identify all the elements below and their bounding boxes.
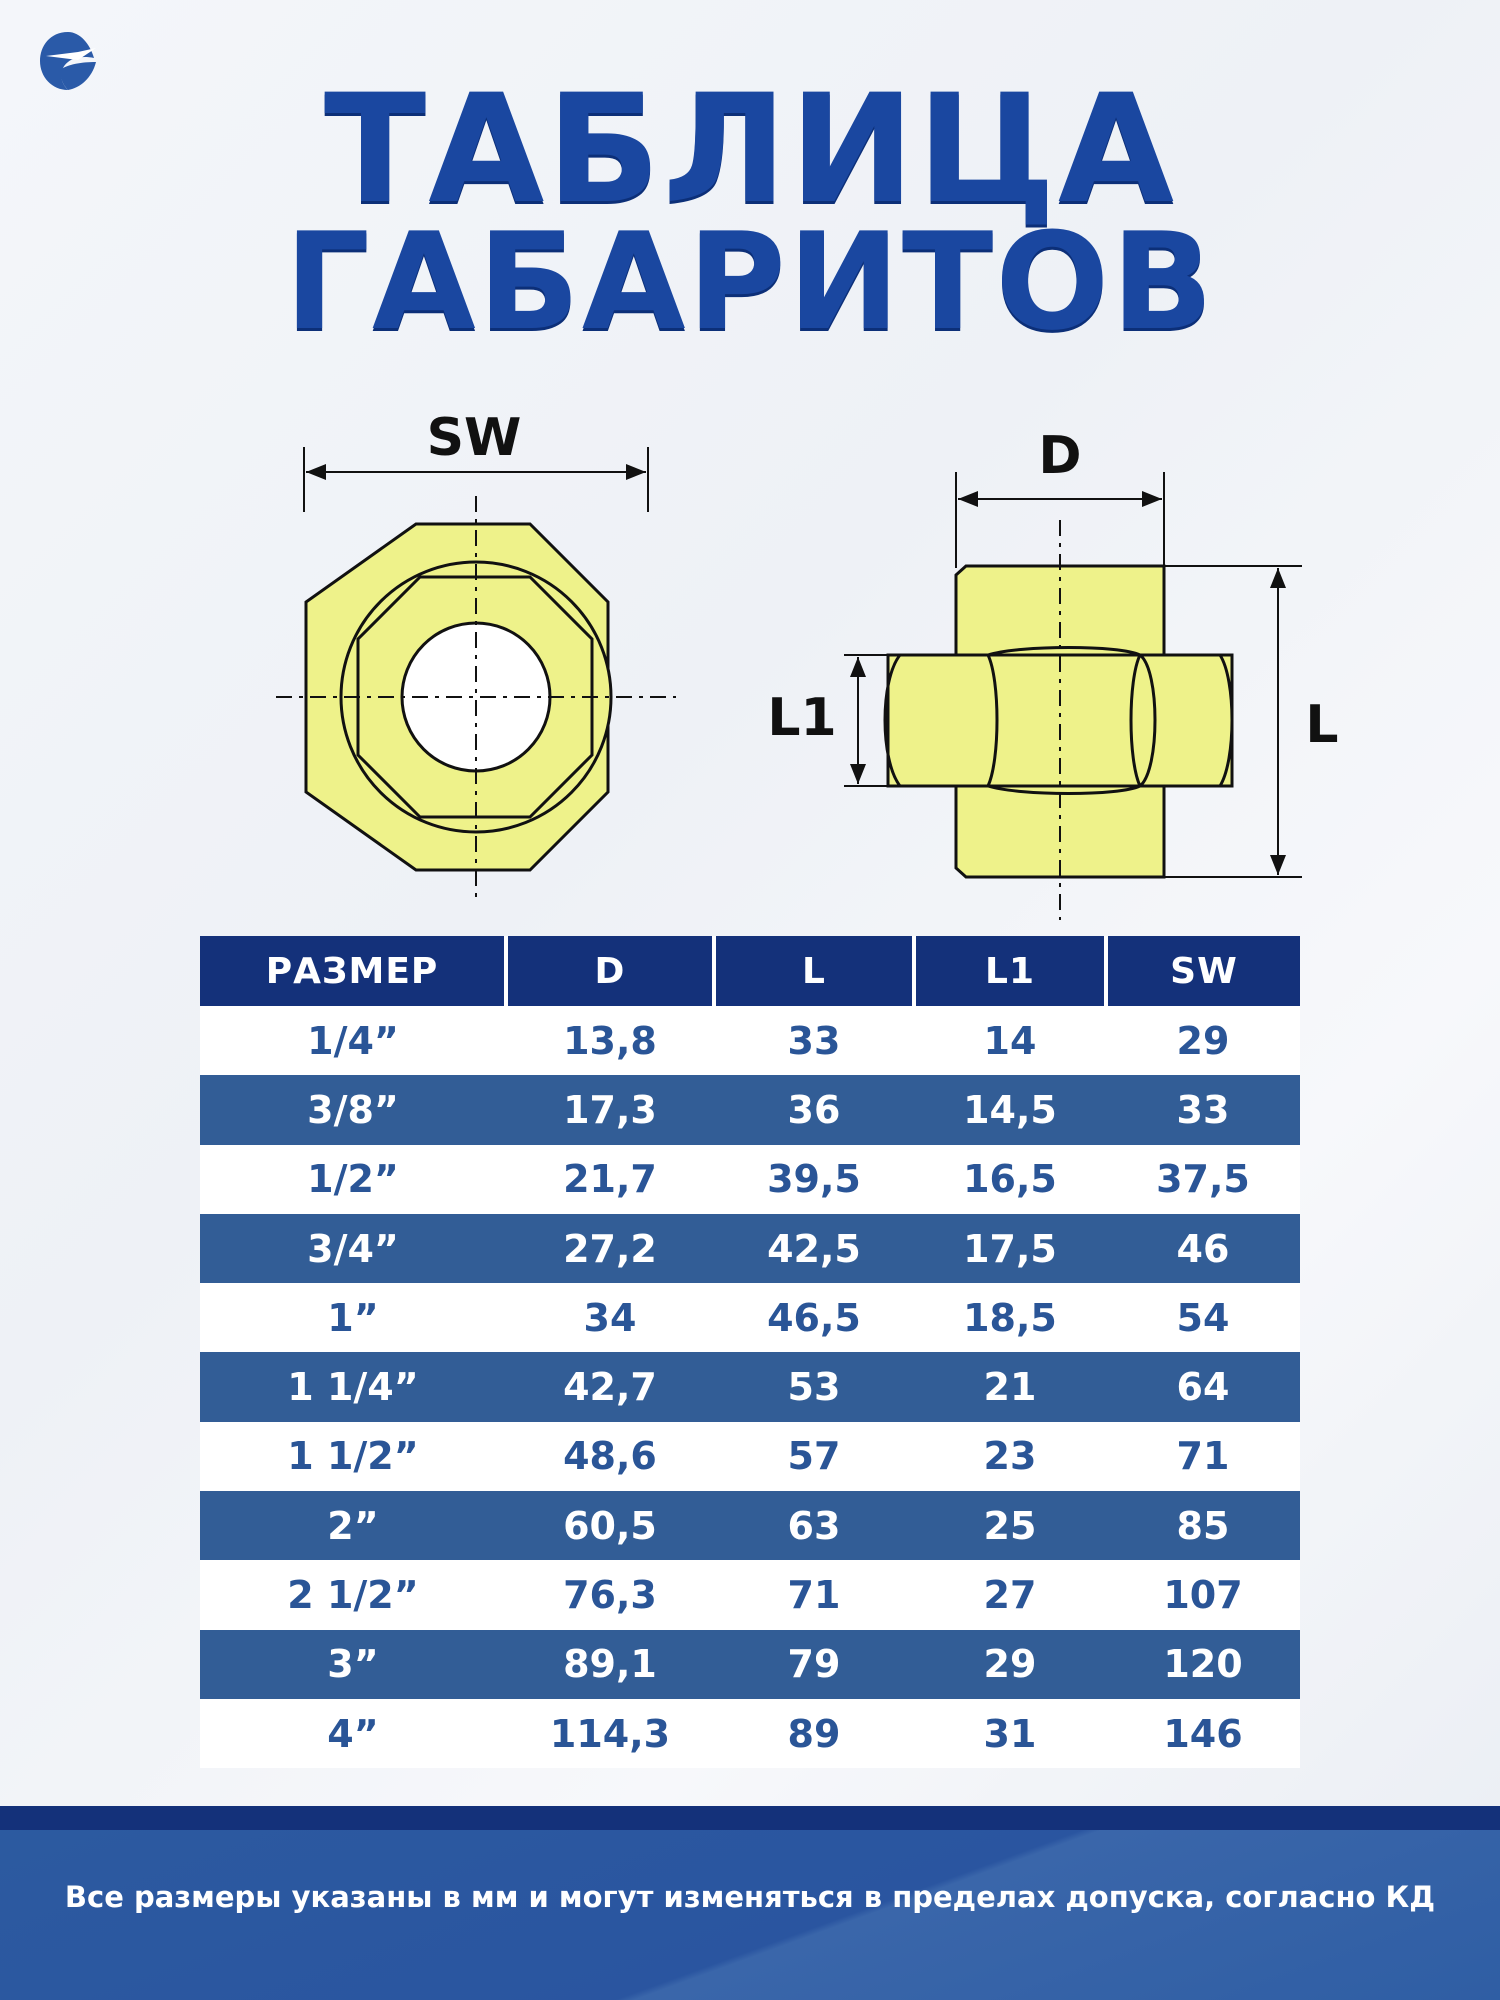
octagon-front-view [276,408,676,900]
table-cell: 33 [714,1006,914,1075]
sw-label: SW [426,408,522,468]
table-cell: 57 [714,1422,914,1491]
table-row [200,1214,1300,1283]
table-row [200,1422,1300,1491]
d-label: D [1038,426,1082,486]
table-cell: 120 [1106,1630,1300,1699]
table-cell: 2” [200,1491,506,1560]
table-cell: 13,8 [506,1006,714,1075]
table-cell: 76,3 [506,1560,714,1629]
table-row [200,1560,1300,1629]
table-cell: 1/2” [200,1145,506,1214]
table-cell: 71 [1106,1422,1300,1491]
table-cell: 60,5 [506,1491,714,1560]
table-cell: 3” [200,1630,506,1699]
table-cell: 27,2 [506,1214,714,1283]
l1-label: L1 [767,688,837,748]
table-cell: 18,5 [914,1283,1106,1352]
table-cell: 146 [1106,1699,1300,1768]
table-cell: 64 [1106,1352,1300,1421]
header-size: РАЗМЕР [200,936,506,1006]
table-cell: 48,6 [506,1422,714,1491]
table-row [200,1352,1300,1421]
table-cell: 29 [1106,1006,1300,1075]
table-cell: 14 [914,1006,1106,1075]
table-cell: 53 [714,1352,914,1421]
table-cell: 1 1/2” [200,1422,506,1491]
table-row [200,1075,1300,1144]
l-label: L [1305,695,1339,755]
header-l1: L1 [914,936,1106,1006]
table-cell: 33 [1106,1075,1300,1144]
page-title-line1: ТАБЛИЦА [323,63,1177,237]
table-cell: 1” [200,1283,506,1352]
table-cell: 85 [1106,1491,1300,1560]
table-cell: 107 [1106,1560,1300,1629]
table-cell: 71 [714,1560,914,1629]
header-l: L [714,936,914,1006]
table-cell: 31 [914,1699,1106,1768]
header-d: D [506,936,714,1006]
footer-band [0,1830,1500,2000]
union-side-view [767,426,1338,920]
table-cell: 1/4” [200,1006,506,1075]
table-cell: 25 [914,1491,1106,1560]
table-cell: 4” [200,1699,506,1768]
table-cell: 3/4” [200,1214,506,1283]
table-row [200,1491,1300,1560]
table-cell: 114,3 [506,1699,714,1768]
table-cell: 29 [914,1630,1106,1699]
table-cell: 34 [506,1283,714,1352]
table-row [200,1630,1300,1699]
table-cell: 21,7 [506,1145,714,1214]
header-sw: SW [1106,936,1300,1006]
table-cell: 2 1/2” [200,1560,506,1629]
footer-divider [0,1806,1500,1830]
table-cell: 54 [1106,1283,1300,1352]
table-cell: 79 [714,1630,914,1699]
table-cell: 21 [914,1352,1106,1421]
table-cell: 14,5 [914,1075,1106,1144]
table-row [200,1006,1300,1075]
table-cell: 3/8” [200,1075,506,1144]
table-cell: 16,5 [914,1145,1106,1214]
table-row [200,1283,1300,1352]
table-cell: 17,3 [506,1075,714,1144]
table-cell: 42,7 [506,1352,714,1421]
dimensions-table [200,936,1300,1768]
table-cell: 39,5 [714,1145,914,1214]
table-cell: 42,5 [714,1214,914,1283]
table-cell: 17,5 [914,1214,1106,1283]
table-row [200,1145,1300,1214]
table-cell: 23 [914,1422,1106,1491]
table-cell: 46,5 [714,1283,914,1352]
table-cell: 27 [914,1560,1106,1629]
table-cell: 1 1/4” [200,1352,506,1421]
table-cell: 37,5 [1106,1145,1300,1214]
table-cell: 36 [714,1075,914,1144]
footer-note: Все размеры указаны в мм и могут изменяться в пределах допуска, согласно КД [64,1880,1436,1914]
table-cell: 63 [714,1491,914,1560]
table-cell: 89 [714,1699,914,1768]
page-title-line2: ГАБАРИТОВ [284,204,1216,360]
table-body [200,1006,1300,1768]
table-cell: 89,1 [506,1630,714,1699]
table-row [200,1699,1300,1768]
table-cell: 46 [1106,1214,1300,1283]
table-header-row [200,936,1300,1006]
